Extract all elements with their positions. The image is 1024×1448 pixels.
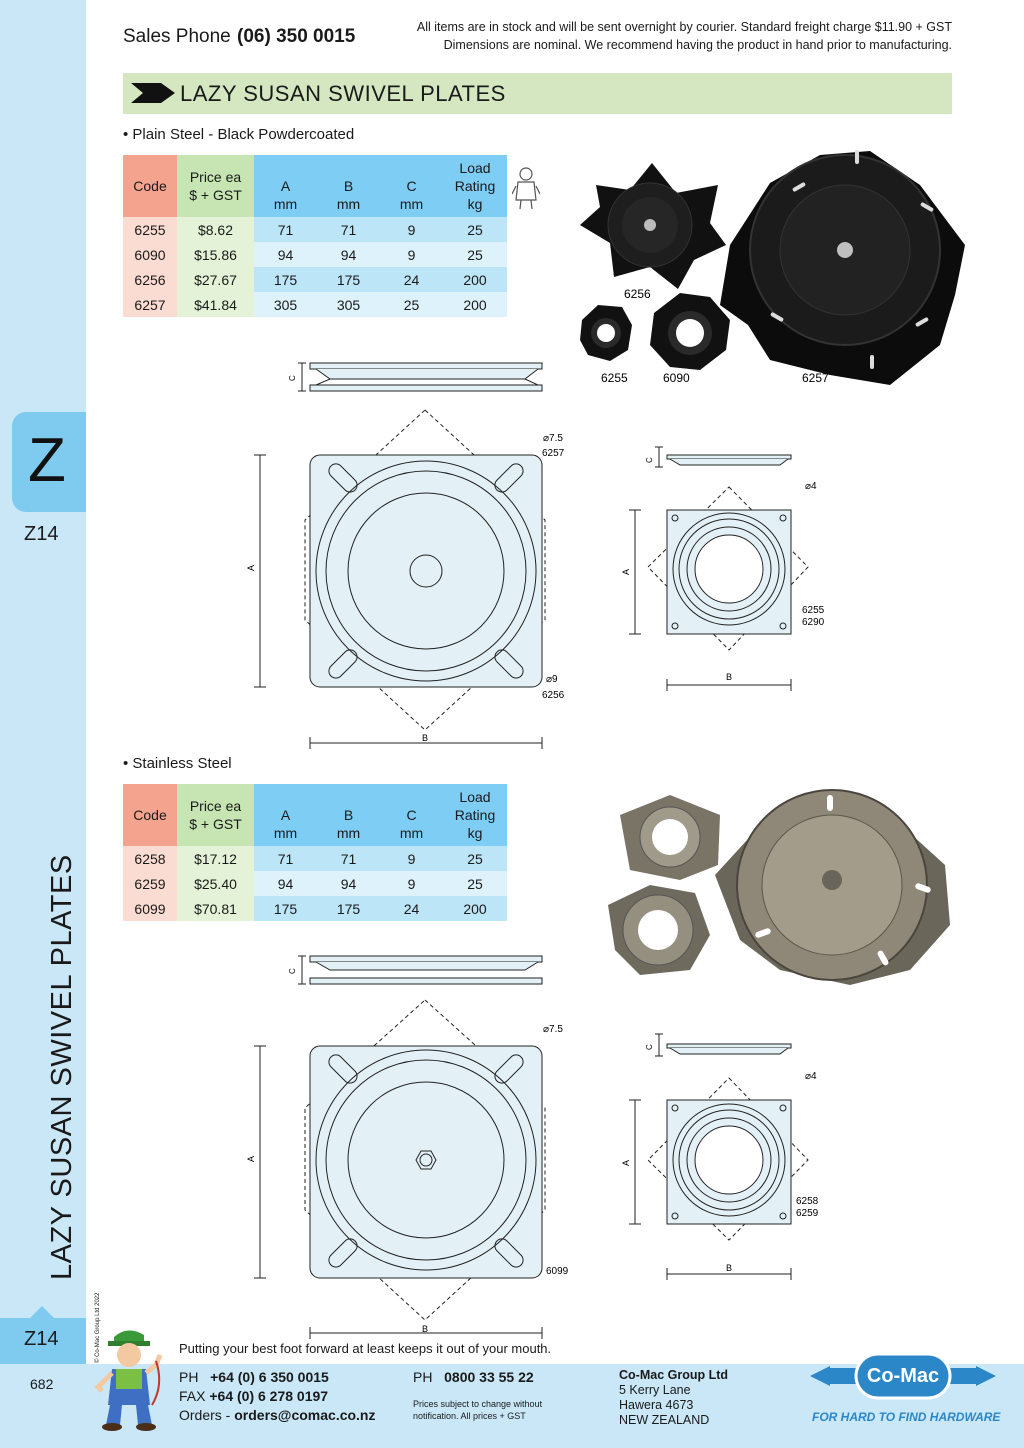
- title-banner: [123, 73, 952, 114]
- table-row: 6256 $27.67 175 175 24 200: [123, 267, 507, 292]
- svg-text:⌀4: ⌀4: [805, 481, 817, 492]
- table-row: 6257 $41.84 305 305 25 200: [123, 292, 507, 317]
- col-load: Load Rating kg: [443, 784, 507, 846]
- black-plates-photo: [570, 145, 980, 390]
- svg-text:6255: 6255: [802, 605, 825, 616]
- svg-text:6099: 6099: [546, 1266, 569, 1277]
- plate-6258-image: [620, 795, 720, 880]
- plate-6256-image: [580, 163, 726, 289]
- comac-logo: [810, 1346, 996, 1406]
- freight-notice: All items are in stock and will be sent overnight by courier. Standard freight charge $11.90 + GST: [416, 20, 952, 34]
- col-c: C mm: [380, 155, 443, 217]
- svg-text:A: A: [246, 1155, 256, 1162]
- svg-text:B: B: [422, 1324, 429, 1334]
- footer-phone[interactable]: +64 (0) 6 350 0015: [210, 1369, 329, 1385]
- copyright: © Co-Mac Group Ltd 2022: [95, 1292, 101, 1363]
- section1-subtitle: • Plain Steel - Black Powdercoated: [123, 126, 355, 143]
- footer-freephone[interactable]: 0800 33 55 22: [444, 1369, 534, 1385]
- svg-text:6256: 6256: [542, 690, 565, 701]
- svg-text:Co-Mac: Co-Mac: [866, 1365, 940, 1387]
- section2-technical-drawing: [240, 948, 840, 1348]
- plate-6257-image: [720, 150, 965, 385]
- section-code-bottom: Z14: [24, 1328, 59, 1350]
- table-row: 6255 $8.62 71 71 9 25: [123, 217, 507, 242]
- section-tab-letter: Z: [28, 426, 66, 495]
- page-number: 682: [30, 1376, 54, 1392]
- photo-label-6257: 6257: [802, 371, 829, 385]
- section-tab[interactable]: [12, 412, 86, 512]
- footer-fax-row: FAX +64 (0) 6 278 0197: [179, 1388, 329, 1404]
- arrow-icon: [131, 83, 175, 103]
- svg-text:⌀4: ⌀4: [805, 1071, 817, 1082]
- svg-text:6258: 6258: [796, 1196, 819, 1207]
- company-address: Co-Mac Group Ltd 5 Kerry Lane Hawera 4673 NEW ZEALAND: [619, 1368, 729, 1427]
- section-code-top: Z14: [24, 523, 59, 545]
- sales-phone: (06) 350 0015: [237, 26, 356, 47]
- stainless-steel-table: [123, 784, 507, 921]
- mascot-illustration: [92, 1325, 164, 1431]
- plate-6255-image: [580, 305, 632, 361]
- svg-text:A: A: [621, 1159, 631, 1166]
- col-a: A mm: [254, 784, 317, 846]
- footer-slogan: Putting your best foot forward at least keeps it out of your mouth.: [179, 1341, 552, 1356]
- svg-text:C: C: [645, 1044, 654, 1050]
- col-load: Load Rating kg: [443, 155, 507, 217]
- table-row: 6259 $25.40 94 94 9 25: [123, 871, 507, 896]
- table-row: 6258 $17.12 71 71 9 25: [123, 846, 507, 871]
- table-row: 6090 $15.86 94 94 9 25: [123, 242, 507, 267]
- svg-text:⌀9: ⌀9: [546, 674, 558, 685]
- col-a: A mm: [254, 155, 317, 217]
- svg-text:C: C: [645, 457, 654, 463]
- footer-fax: +64 (0) 6 278 0197: [209, 1388, 329, 1404]
- section1-technical-drawing: [240, 355, 840, 755]
- vertical-title: LAZY SUSAN SWIVEL PLATES: [46, 854, 78, 1280]
- footer-ph-row: PH +64 (0) 6 350 0015: [179, 1369, 329, 1385]
- svg-text:6257: 6257: [542, 448, 565, 459]
- banner-title: LAZY SUSAN SWIVEL PLATES: [180, 81, 506, 106]
- svg-text:B: B: [422, 733, 429, 743]
- logo-tagline: FOR HARD TO FIND HARDWARE: [812, 1410, 1001, 1424]
- col-price: Price ea $ + GST: [177, 784, 254, 846]
- col-c: C mm: [380, 784, 443, 846]
- svg-text:⌀7.5: ⌀7.5: [543, 1024, 563, 1035]
- plain-steel-table: [123, 155, 507, 317]
- table-row: 6099 $70.81 175 175 24 200: [123, 896, 507, 921]
- footer-orders-row: Orders - orders@comac.co.nz: [179, 1407, 376, 1423]
- photo-label-6255: 6255: [601, 371, 628, 385]
- svg-text:B: B: [726, 1263, 733, 1273]
- footer-orders-email[interactable]: orders@comac.co.nz: [234, 1407, 376, 1423]
- svg-text:6259: 6259: [796, 1208, 819, 1219]
- prices-note: Prices subject to change without notification. All prices + GST: [413, 1399, 543, 1421]
- photo-label-6256: 6256: [624, 287, 651, 301]
- col-price: Price ea $ + GST: [177, 155, 254, 217]
- section-code-bottom-tab: [0, 1318, 86, 1364]
- col-code: Code: [123, 784, 177, 846]
- svg-text:⌀7.5: ⌀7.5: [543, 433, 563, 444]
- col-code: Code: [123, 155, 177, 217]
- photo-label-6090: 6090: [663, 371, 690, 385]
- dimensions-notice: Dimensions are nominal. We recommend having the product in hand prior to manufacturing.: [443, 38, 952, 52]
- svg-text:B: B: [726, 672, 733, 682]
- svg-text:C: C: [288, 375, 297, 381]
- col-b: B mm: [317, 784, 380, 846]
- mascot-icon: [512, 166, 540, 210]
- svg-text:A: A: [621, 568, 631, 575]
- sales-label: Sales Phone: [123, 26, 231, 47]
- footer-ph2-row: PH 0800 33 55 22: [413, 1369, 534, 1385]
- svg-text:C: C: [288, 968, 297, 974]
- section2-subtitle: • Stainless Steel: [123, 755, 232, 772]
- svg-text:A: A: [246, 564, 256, 571]
- col-b: B mm: [317, 155, 380, 217]
- svg-text:6290: 6290: [802, 617, 825, 628]
